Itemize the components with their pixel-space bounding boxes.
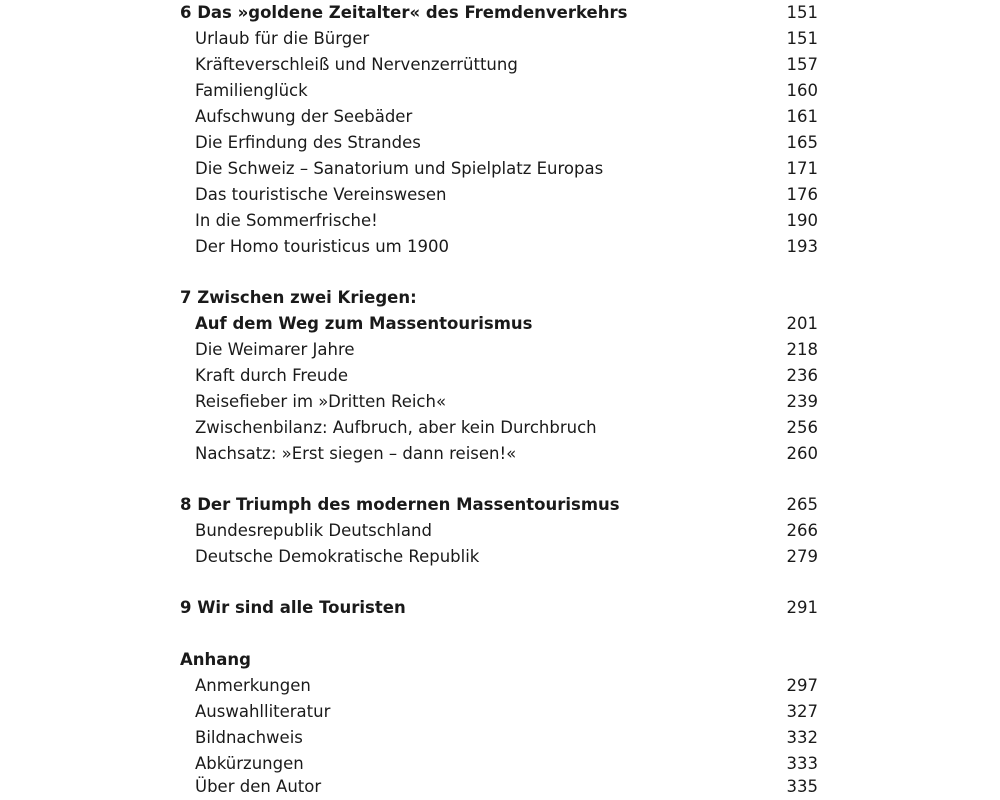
entry-title: Bundesrepublik Deutschland — [195, 521, 432, 540]
entry-title: Nachsatz: »Erst siegen – dann reisen!« — [195, 444, 517, 463]
entry-title: Die Weimarer Jahre — [195, 340, 355, 359]
page-number: 160 — [786, 81, 818, 100]
page-number: 161 — [786, 107, 818, 126]
toc-entry — [0, 518, 1000, 544]
entry-title: Anmerkungen — [195, 676, 311, 695]
page-number: 171 — [786, 159, 818, 178]
page-number: 256 — [786, 418, 818, 437]
toc-entry — [0, 234, 1000, 260]
toc-entry — [0, 337, 1000, 363]
toc-appendix — [0, 647, 1000, 673]
page-number: 176 — [786, 185, 818, 204]
toc-entry — [0, 415, 1000, 441]
entry-title: Urlaub für die Bürger — [195, 29, 370, 48]
page-number: 266 — [786, 521, 818, 540]
toc-entry — [0, 441, 1000, 467]
toc-entry — [0, 52, 1000, 78]
toc-entry — [0, 182, 1000, 208]
page-number: 265 — [786, 495, 818, 514]
toc-chapter-7 — [0, 285, 1000, 311]
page-number: 157 — [786, 55, 818, 74]
toc-entry — [0, 26, 1000, 52]
toc-entry — [0, 699, 1000, 725]
toc-entry — [0, 130, 1000, 156]
toc-entry — [0, 725, 1000, 751]
page-number: 333 — [786, 754, 818, 773]
page-number: 279 — [786, 547, 818, 566]
toc-entry — [0, 774, 1000, 800]
page-number: 165 — [786, 133, 818, 152]
page-number: 151 — [786, 3, 818, 22]
toc-entry — [0, 363, 1000, 389]
entry-title: Familienglück — [195, 81, 308, 100]
page-number: 193 — [786, 237, 818, 256]
chapter-title: 8 Der Triumph des modernen Massentourismus — [180, 495, 620, 514]
page-number: 327 — [786, 702, 818, 721]
toc-entry — [0, 208, 1000, 234]
entry-title: Auswahlliteratur — [195, 702, 331, 721]
toc-entry — [0, 104, 1000, 130]
entry-title: In die Sommerfrische! — [195, 211, 378, 230]
appendix-title: Anhang — [180, 650, 251, 669]
page-number: 190 — [786, 211, 818, 230]
chapter-title: 9 Wir sind alle Touristen — [180, 598, 406, 617]
entry-title: Abkürzungen — [195, 754, 304, 773]
entry-title: Über den Autor — [195, 777, 322, 796]
entry-title: Kräfteverschleiß und Nervenzerrüttung — [195, 55, 518, 74]
chapter-title: 6 Das »goldene Zeitalter« des Fremdenverkehrs — [180, 3, 628, 22]
page-number: 239 — [786, 392, 818, 411]
page-number: 218 — [786, 340, 818, 359]
entry-title: Die Erfindung des Strandes — [195, 133, 421, 152]
entry-title: Reisefieber im »Dritten Reich« — [195, 392, 447, 411]
page-number: 260 — [786, 444, 818, 463]
toc-entry — [0, 156, 1000, 182]
entry-title: Bildnachweis — [195, 728, 303, 747]
page-number: 236 — [786, 366, 818, 385]
toc-entry — [0, 78, 1000, 104]
toc-chapter-9 — [0, 595, 1000, 621]
page-number: 332 — [786, 728, 818, 747]
page-number: 297 — [786, 676, 818, 695]
page-number: 151 — [786, 29, 818, 48]
entry-title: Die Schweiz – Sanatorium und Spielplatz Europas — [195, 159, 604, 178]
entry-title: Zwischenbilanz: Aufbruch, aber kein Durchbruch — [195, 418, 597, 437]
toc-chapter-8 — [0, 492, 1000, 518]
toc-chapter-6 — [0, 0, 1000, 26]
page-number: 335 — [786, 777, 818, 796]
entry-title: Der Homo touristicus um 1900 — [195, 237, 449, 256]
entry-title: Kraft durch Freude — [195, 366, 349, 385]
toc-entry — [0, 389, 1000, 415]
toc-entry — [0, 673, 1000, 699]
chapter-title: 7 Zwischen zwei Kriegen: — [180, 288, 417, 307]
entry-title: Aufschwung der Seebäder — [195, 107, 413, 126]
page-number: 201 — [786, 314, 818, 333]
entry-title: Deutsche Demokratische Republik — [195, 547, 480, 566]
toc-entry — [0, 544, 1000, 570]
chapter-subtitle: Auf dem Weg zum Massentourismus — [195, 314, 533, 333]
page-number: 291 — [786, 598, 818, 617]
toc-chapter-7-subtitle — [0, 311, 1000, 337]
entry-title: Das touristische Vereinswesen — [195, 185, 447, 204]
